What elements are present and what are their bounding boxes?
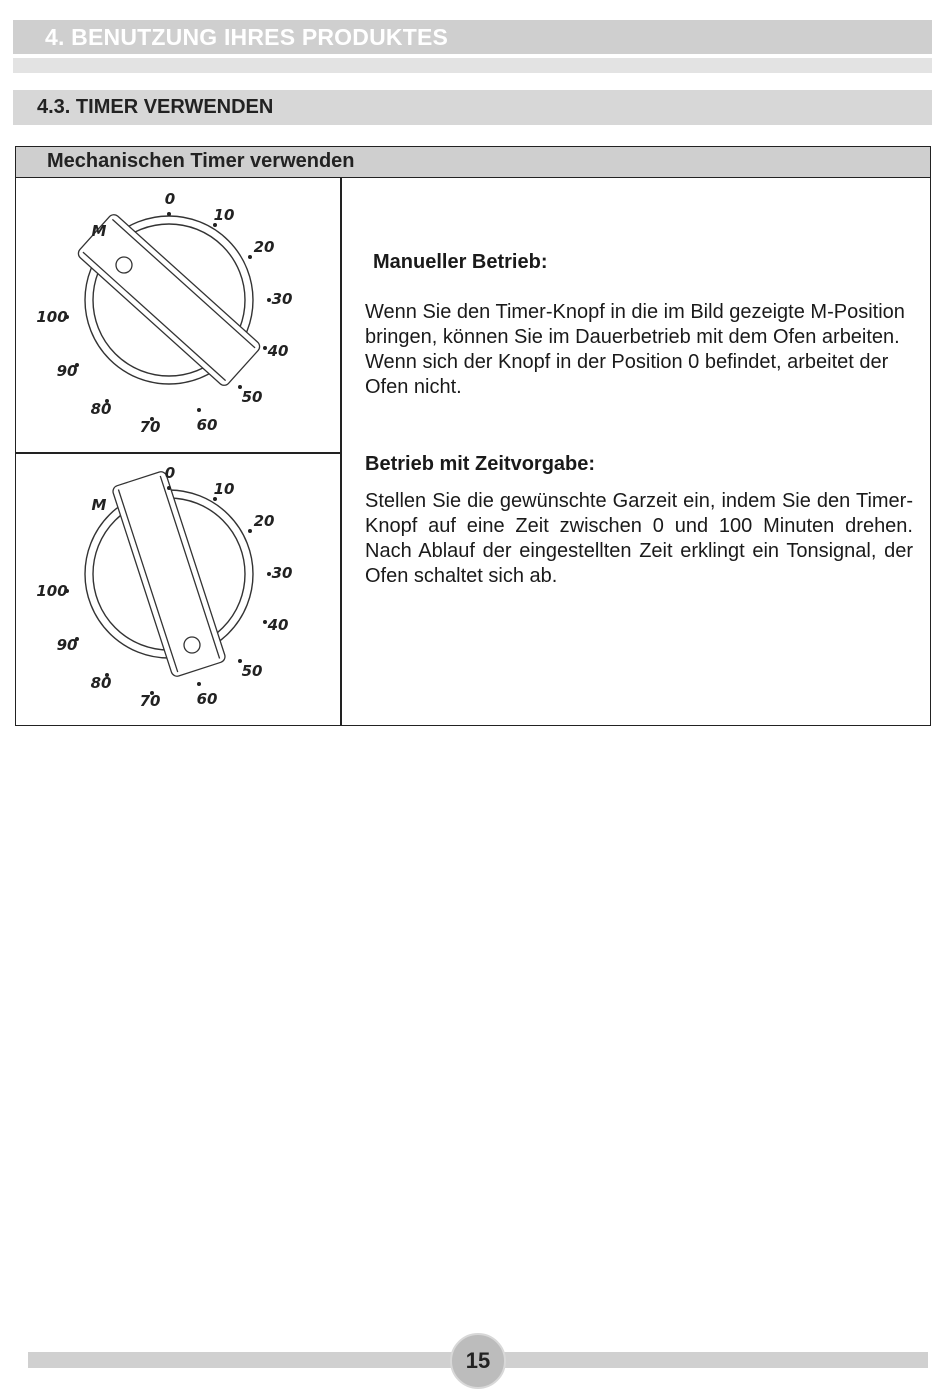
knob-bar	[111, 470, 226, 678]
dial-tick-dot	[167, 212, 171, 216]
dial-label: 50	[241, 662, 263, 680]
dial-label: 70	[139, 692, 161, 710]
dial-label: M	[91, 222, 107, 240]
dial-tick-dot	[263, 620, 267, 624]
dial-label: M	[91, 496, 107, 514]
manual-heading: Manueller Betrieb:	[373, 251, 548, 273]
dial-label: 20	[253, 512, 275, 530]
dial-tick-dot	[248, 529, 252, 533]
dial-label: 100	[36, 308, 68, 326]
timer-dial-timed	[16, 454, 340, 726]
dial-label: 40	[267, 616, 289, 634]
dial-label: 50	[241, 388, 263, 406]
dial-label: 70	[139, 418, 161, 436]
dial-label: 100	[36, 582, 68, 600]
page-number-badge	[450, 1333, 506, 1389]
page-number: 15	[465, 1348, 491, 1373]
dial-label: 0	[164, 190, 176, 208]
dial-tick-dot	[267, 298, 271, 302]
dial-tick-dot	[263, 346, 267, 350]
timer-dial-manual	[16, 180, 340, 452]
dial-tick-dot	[267, 572, 271, 576]
dial-label: 20	[253, 238, 275, 256]
manual-text: Wenn Sie den Timer-Knopf in die im Bild gezeigte M-Position bringen, können Sie im Dauerbetrieb mit dem Ofen arbeiten. Wenn sich der Knopf in der Position 0 befindet, arbeitet der Ofen nicht.	[365, 301, 905, 398]
section-title: 4.3. TIMER VERWENDEN	[37, 96, 274, 118]
dial-label: 30	[271, 290, 293, 308]
chapter-subbar	[13, 58, 932, 73]
timer-table	[15, 146, 931, 726]
dial-tick-dot	[197, 682, 201, 686]
dial-label: 90	[56, 636, 78, 654]
dial-label: 0	[164, 464, 176, 482]
dial-label: 10	[213, 480, 235, 498]
section-header	[13, 90, 932, 125]
dial-label: 60	[196, 690, 218, 708]
knob-marker-icon	[184, 637, 200, 653]
dial-label: 40	[267, 342, 289, 360]
table-header	[16, 147, 930, 178]
timed-text: Stellen Sie die gewünschte Garzeit ein, indem Sie den Timer-Knopf auf eine Zeit zwischen 0 und 100 Minuten drehen. Nach Ablauf der eingestellten Zeit erklingt ein Tonsignal, der Ofen schaltet sich ab.	[365, 490, 913, 587]
dial-label: 80	[90, 674, 112, 692]
dial-tick-dot	[197, 408, 201, 412]
knob-marker-icon	[116, 257, 132, 273]
dial-tick-dot	[248, 255, 252, 259]
table-header-title: Mechanischen Timer verwenden	[47, 150, 355, 172]
dial-label: 80	[90, 400, 112, 418]
dial-label: 60	[196, 416, 218, 434]
timed-heading: Betrieb mit Zeitvorgabe:	[365, 453, 596, 475]
dial-label: 10	[213, 206, 235, 224]
dial-label: 30	[271, 564, 293, 582]
dial-label: 90	[56, 362, 78, 380]
chapter-title: 4. BENUTZUNG IHRES PRODUKTES	[45, 24, 449, 50]
dial-tick-dot	[167, 486, 171, 490]
chapter-header	[13, 20, 932, 54]
